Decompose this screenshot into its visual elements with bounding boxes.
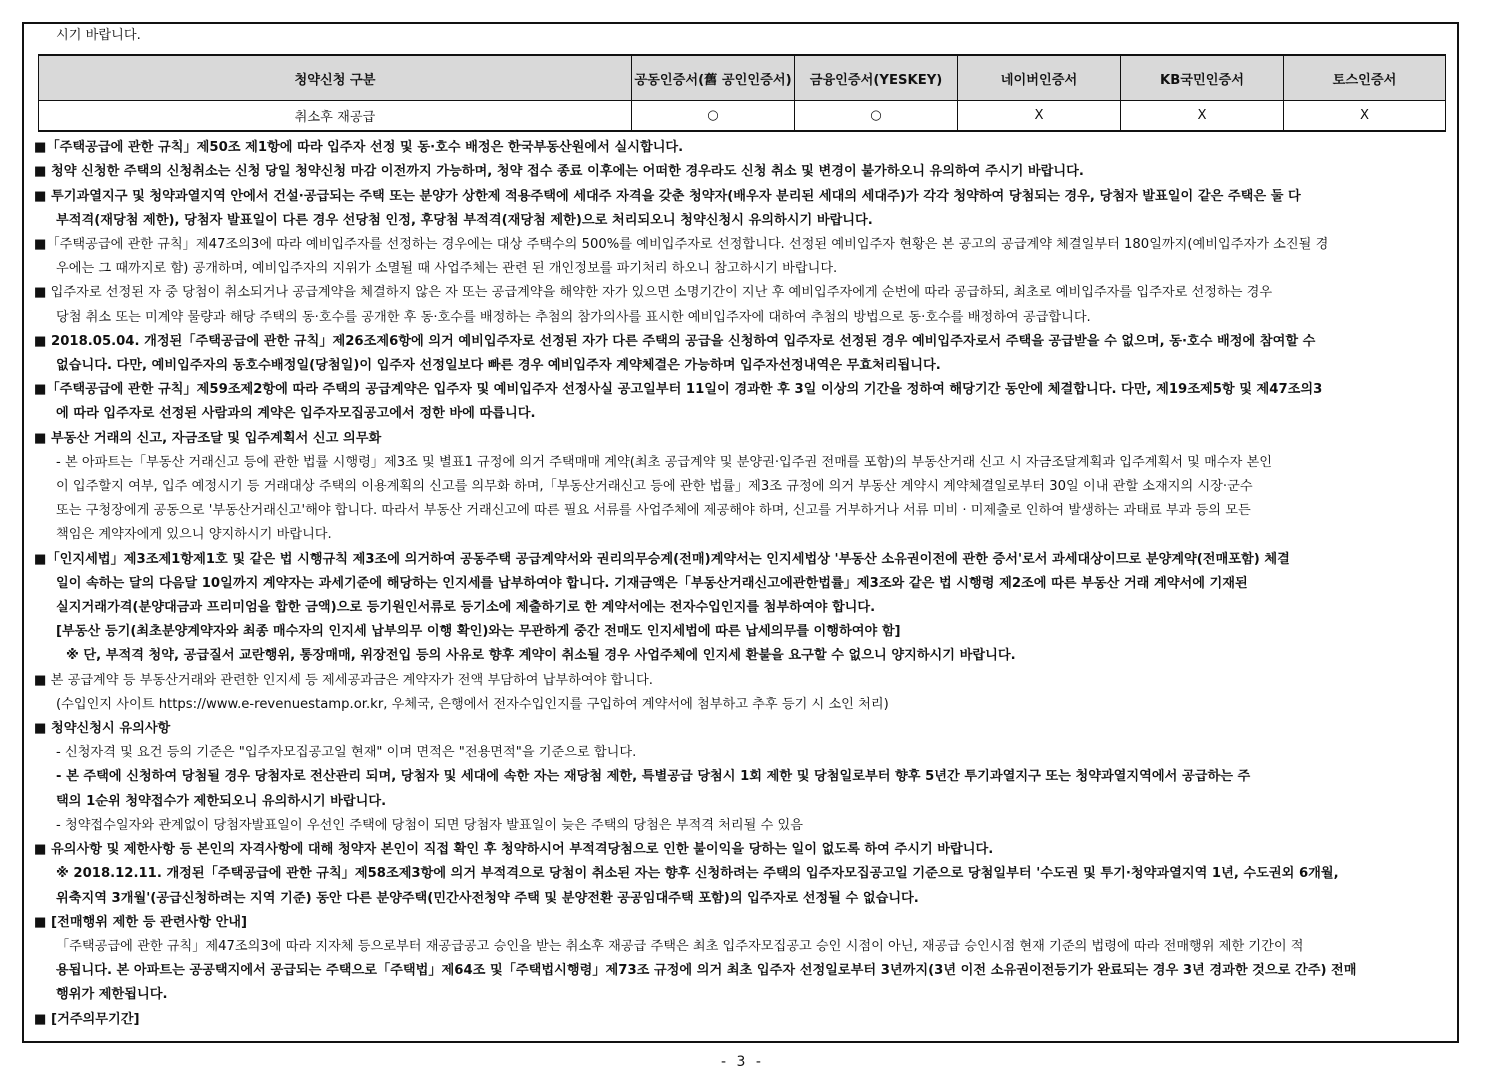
text-line: ■ 2018.05.04. 개정된「주택공급에 관한 규칙」제26조제6항에 의거 예비입주자로 선정된 자가 다른 주택의 공급을 신청하여 입주자로 선정된 경우 예비입주자로서 주택을 공급받을 수 없으며, 동·호수 배정에 참여할 수 — [34, 333, 1316, 349]
page-number: - 3 - — [721, 1054, 764, 1070]
document-body — [34, 24, 1449, 1032]
text-line: [부동산 등기(최초분양계약자와 최종 매수자의 인지세 납부의무 이행 확인)와는 무관하게 중간 전매도 인지세법에 따른 납세의무를 이행하여야 함] — [56, 624, 901, 640]
text-line: 당첨 취소 또는 미계약 물량과 해당 주택의 동·호수를 공개한 후 동·호수를 배정하는 추첨의 참가의사를 표시한 예비입주자에 대하여 추첨의 방법으로 동·호수를 배정하여 공급합니다. — [56, 309, 1091, 325]
text-line: 용됩니다. 본 아파트는 공공택지에서 공급되는 주택으로「주택법」제64조 및「주택법시행령」제73조 규정에 의거 최초 입주자 선정일로부터 3년까지(3년 이전 소유권이전등기가 완료되는 경우 3년 경과한 것으로 간주) 전매 — [56, 963, 1357, 979]
text-line: 시기 바랍니다. — [56, 28, 141, 43]
text-line: ■「주택공급에 관한 규칙」제47조의3에 따라 예비입주자를 선정하는 경우에는 대상 주택수의 500%를 예비입주자로 선정합니다. 선정된 예비입주자 현황은 본 공고의 공급계약 체결일부터 180일까지(예비입주자가 소진될 경 — [34, 237, 1329, 253]
table-cell: X — [1284, 101, 1446, 132]
section-heading: ■ [전매행위 제한 등 관련사항 안내] — [34, 914, 248, 930]
text-line: - 본 아파트는「부동산 거래신고 등에 관한 법률 시행령」제3조 및 별표1 규정에 의거 주택매매 계약(최초 공급계약 및 분양권·입주권 전매를 포함)의 부동산거래 신고 시 자금조달계획과 입주계획서 및 매수자 본인 — [56, 454, 1272, 470]
text-line: 없습니다. 다만, 예비입주자의 동호수배정일(당첨일)이 입주자 선정일보다 빠른 경우 예비입주자 계약체결은 가능하며 입주자선정내역은 무효처리됩니다. — [56, 358, 941, 374]
section-heading: ■ [거주의무기간] — [34, 1011, 140, 1027]
table-header: 공동인증서(舊 공인인증서) — [632, 55, 795, 101]
text-line: - 본 주택에 신청하여 당첨될 경우 당첨자로 전산관리 되며, 당첨자 및 세대에 속한 자는 재당첨 제한, 특별공급 당첨시 1회 제한 및 당첨일로부터 향후 5년간 투기과열지구 또는 청약과열지역에서 공급하는 주 — [56, 769, 1251, 785]
table-header: 네이버인증서 — [958, 55, 1121, 101]
text-line: ■ 유의사항 및 제한사항 등 본인의 자격사항에 대해 청약자 본인이 직접 확인 후 청약하시어 부적격당첨으로 인한 불이익을 당하는 일이 없도록 하여 주시기 바랍니다. — [34, 842, 994, 858]
table-row — [39, 101, 1446, 132]
text-line: - 청약접수일자와 관계없이 당첨자발표일이 우선인 주택에 당첨이 되면 당첨자 발표일이 늦은 주택의 당첨은 부적격 처리될 수 있음 — [56, 817, 803, 833]
text-line: (수입인지 사이트 https://www.e-revenuestamp.or.kr, 우체국, 은행에서 전자수입인지를 구입하여 계약서에 첨부하고 추후 등기 시 소인 처리) — [56, 696, 889, 712]
text-line: 에 따라 입주자로 선정된 사람과의 계약은 입주자모집공고에서 정한 바에 따릅니다. — [56, 406, 536, 422]
text-line: 부적격(재당첨 제한), 당첨자 발표일이 다른 경우 선당첨 인정, 후당첨 부적격(재당첨 제한)으로 처리되오니 청약신청시 유의하시기 바랍니다. — [56, 212, 873, 228]
text-line: 책임은 계약자에게 있으니 양지하시기 바랍니다. — [56, 527, 332, 543]
text-line: ■「주택공급에 관한 규칙」제50조 제1항에 따라 입주자 선정 및 동·호수 배정은 한국부동산원에서 실시합니다. — [34, 140, 684, 156]
table-cell: X — [1121, 101, 1284, 132]
section-heading: ■ 청약신청시 유의사항 — [34, 721, 171, 737]
table-header: 토스인증서 — [1284, 55, 1446, 101]
text-line: 위축지역 3개월'(공급신청하려는 지역 기준) 동안 다른 분양주택(민간사전청약 주택 및 분양전환 공공임대주택 포함)의 입주자로 선정될 수 없습니다. — [56, 890, 919, 906]
text-line: ■ 투기과열지구 및 청약과열지역 안에서 건설·공급되는 주택 또는 분양가 상한제 적용주택에 세대주 자격을 갖춘 청약자(배우자 분리된 세대의 세대주)가 각각 청약하여 당첨되는 경우, 당첨자 발표일이 같은 주택은 둘 다 — [34, 188, 1301, 204]
text-line: 「주택공급에 관한 규칙」제47조의3에 따라 지자체 등으로부터 재공급공고 승인을 받는 취소후 재공급 주택은 최초 입주자모집공고 승인 시점이 아닌, 재공급 승인시점 현재 기준의 법령에 따라 전매행위 제한 기간이 적 — [56, 938, 1304, 954]
table-header: 금융인증서(YESKEY) — [795, 55, 958, 101]
table-header-row — [39, 55, 1446, 101]
text-line: - 신청자격 및 요건 등의 기준은 "입주자모집공고일 현재" 이며 면적은 "전용면적"을 기준으로 합니다. — [56, 745, 637, 761]
text-line: ■ 본 공급계약 등 부동산거래와 관련한 인지세 등 제세공과금은 계약자가 전액 부담하여 납부하여야 합니다. — [34, 672, 653, 688]
certificate-table — [38, 54, 1446, 132]
text-line: ※ 2018.12.11. 개정된「주택공급에 관한 규칙」제58조제3항에 의거 부적격으로 당첨이 취소된 자는 향후 신청하려는 주택의 입주자모집공고일 기준으로 당첨일부터 '수도권 및 투기·청약과열지역 1년, 수도권외 6개월, — [56, 866, 1339, 882]
table-header: 청약신청 구분 — [39, 55, 632, 101]
text-line: 행위가 제한됩니다. — [56, 987, 168, 1003]
table-cell: ○ — [795, 101, 958, 132]
document-frame — [22, 22, 1459, 1043]
table-cell: 취소후 재공급 — [39, 101, 632, 132]
table-cell: ○ — [632, 101, 795, 132]
text-line: 일이 속하는 달의 다음달 10일까지 계약자는 과세기준에 해당하는 인지세를 납부하여야 합니다. 기재금액은「부동산거래신고에관한법률」제3조와 같은 법 시행령 제2조에 따른 부동산 거래 계약서에 기재된 — [56, 575, 1248, 591]
text-line: ■「인지세법」제3조제1항제1호 및 같은 법 시행규칙 제3조에 의거하여 공동주택 공급계약서와 권리의무승계(전매)계약서는 인지세법상 '부동산 소유권이전에 관한 증서'로서 과세대상이므로 분양계약(전매포함) 체결 — [34, 551, 1290, 567]
text-line: ■「주택공급에 관한 규칙」제59조제2항에 따라 주택의 공급계약은 입주자 및 예비입주자 선정사실 공고일부터 11일이 경과한 후 3일 이상의 기간을 정하여 해당기간 동안에 체결합니다. 다만, 제19조제5항 및 제47조의3 — [34, 382, 1323, 398]
text-line: 택의 1순위 청약접수가 제한되오니 유의하시기 바랍니다. — [56, 793, 387, 809]
text-line: ■ 청약 신청한 주택의 신청취소는 신청 당일 청약신청 마감 이전까지 가능하며, 청약 접수 종료 이후에는 어떠한 경우라도 신청 취소 및 변경이 불가하오니 유의하여 주시기 바랍니다. — [34, 164, 1084, 180]
text-line: ※ 단, 부적격 청약, 공급질서 교란행위, 통장매매, 위장전입 등의 사유로 향후 계약이 취소될 경우 사업주체에 인지세 환불을 요구할 수 없으니 양지하시기 바랍니다. — [66, 648, 1016, 664]
text-line: 이 입주할지 여부, 입주 예정시기 등 거래대상 주택의 이용계획의 신고를 의무화 하며,「부동산거래신고 등에 관한 법률」제3조 규정에 의거 부동산 계약시 계약체결일로부터 30일 이내 관할 소재지의 시장·군수 — [56, 479, 1253, 495]
text-line: 또는 구청장에게 공동으로 '부동산거래신고'해야 합니다. 따라서 부동산 거래신고에 따른 필요 서류를 사업주체에 제공해야 하며, 신고를 거부하거나 서류 미비 · 미제출로 인하여 발생하는 과태료 부과 등의 모든 — [56, 503, 1251, 519]
text-line: 우에는 그 때까지로 함) 공개하며, 예비입주자의 지위가 소멸될 때 사업주체는 관련 된 개인정보를 파기처리 하오니 참고하시기 바랍니다. — [56, 261, 838, 277]
text-line: ■ 입주자로 선정된 자 중 당첨이 취소되거나 공급계약을 체결하지 않은 자 또는 공급계약을 해약한 자가 있으면 소명기간이 지난 후 예비입주자에게 순번에 따라 공급하되, 최초로 예비입주자를 입주자로 선정하는 경우 — [34, 285, 1273, 301]
table-cell: X — [958, 101, 1121, 132]
text-line: 실지거래가격(분양대금과 프리미엄을 합한 금액)으로 등기원인서류로 등기소에 제출하기로 한 계약서에는 전자수입인지를 첨부하여야 합니다. — [56, 600, 876, 616]
table-header: KB국민인증서 — [1121, 55, 1284, 101]
section-heading: ■ 부동산 거래의 신고, 자금조달 및 입주계획서 신고 의무화 — [34, 430, 382, 446]
